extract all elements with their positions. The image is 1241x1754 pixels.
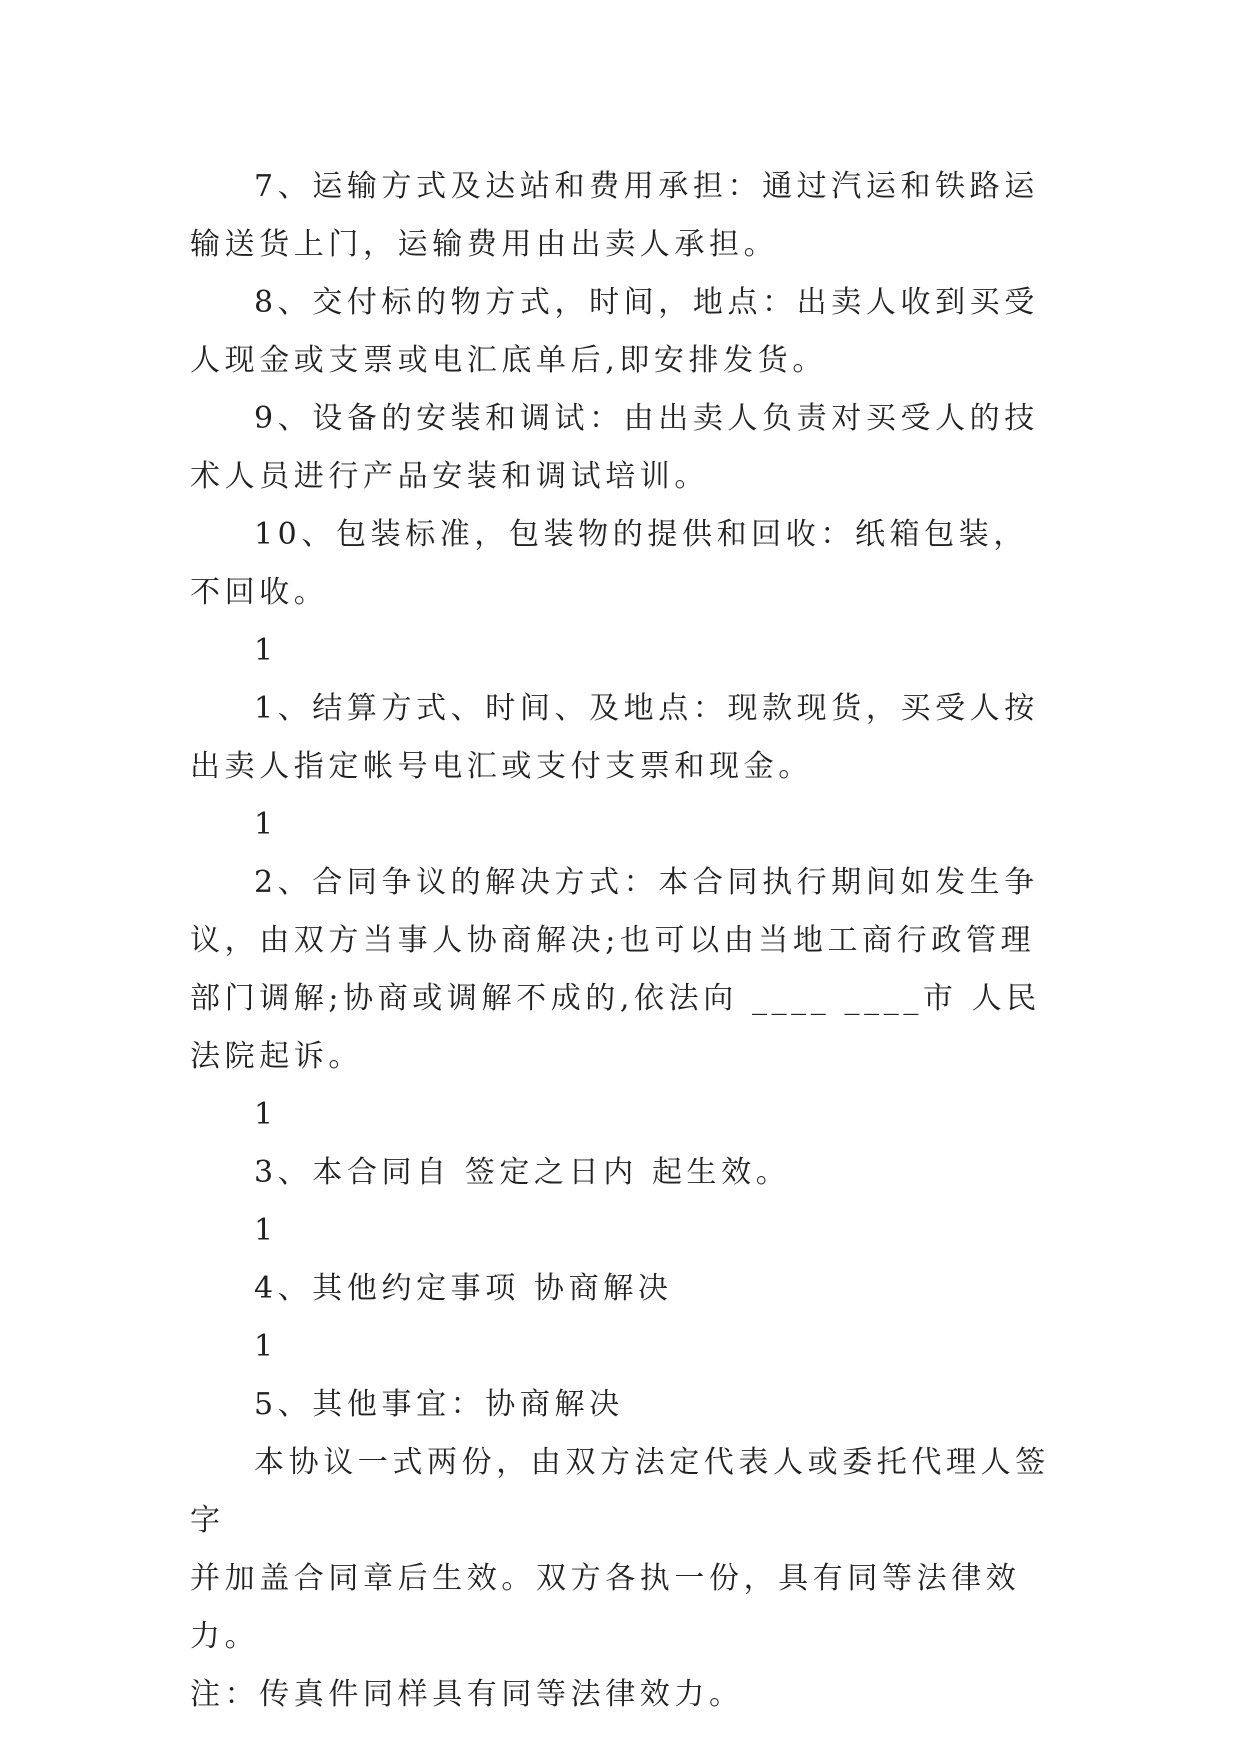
paragraph-transport: 7、运输方式及达站和费用承担：通过汽运和铁路运输送货上门，运输费用由出卖人承担。 — [190, 169, 1039, 262]
document-body — [190, 158, 1060, 1724]
paragraph-effective: 3、本合同自 签定之日内 起生效。 — [254, 1155, 791, 1190]
paragraph-other-matters: 5、其他事宜：协商解决 — [254, 1387, 624, 1422]
paragraph-settlement: 1、结算方式、时间、及地点：现款现货，买受人按出卖人指定帐号电汇或支付支票和现金。 — [190, 691, 1039, 784]
paragraph-installation: 9、设备的安装和调试：由出卖人负责对买受人的技术人员进行产品安装和调试培训。 — [190, 401, 1039, 494]
paragraph-number-marker: 1 — [254, 1097, 278, 1132]
paragraph-number-marker: 1 — [254, 807, 278, 842]
paragraph-delivery: 8、交付标的物方式，时间，地点：出卖人收到买受人现金或支票或电汇底单后,即安排发货。 — [190, 285, 1039, 378]
paragraph-number-marker: 1 — [254, 1329, 278, 1364]
paragraph-dispute: 2、合同争议的解决方式：本合同执行期间如发生争议，由双方当事人协商解决;也可以由当地工商行政管理部门调解;协商或调解不成的,依法向 ____ ____市 人民法院起诉。 — [190, 865, 1041, 1074]
paragraph-number-marker: 1 — [254, 633, 278, 668]
paragraph-number-marker: 1 — [254, 1213, 278, 1248]
closing-line-2: 并加盖合同章后生效。双方各执一份，具有同等法律效力。 — [190, 1561, 1021, 1654]
closing-note: 注：传真件同样具有同等法律效力。 — [190, 1677, 744, 1712]
closing-block — [190, 1434, 1060, 1724]
paragraph-packaging: 10、包装标准，包装物的提供和回收：纸箱包装，不回收。 — [190, 517, 1028, 610]
closing-line-1: 本协议一式两份，由双方法定代表人或委托代理人签字 — [190, 1445, 1050, 1538]
paragraph-other-agreed: 4、其他约定事项 协商解决 — [254, 1271, 673, 1306]
